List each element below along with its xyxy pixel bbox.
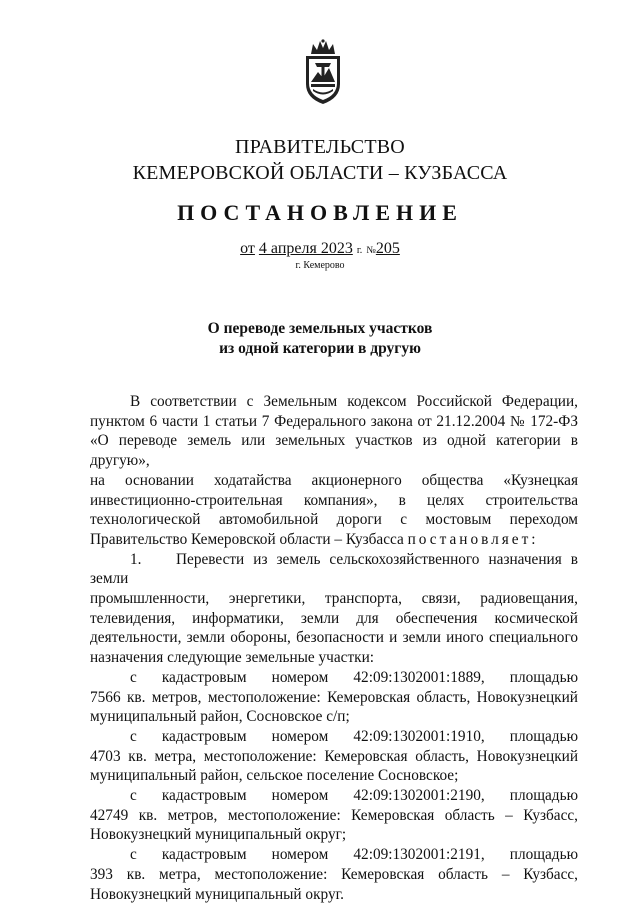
subject-line1: О переводе земельных участков	[207, 320, 433, 337]
item1-line: деятельности, земли обороны, безопасности и земли иного специального	[90, 629, 578, 647]
government-name-line2: КЕМЕРОВСКОЙ ОБЛАСТИ – КУЗБАССА	[132, 162, 508, 184]
decree-subject	[0, 319, 640, 359]
preamble-line: инвестиционно-строительная компания», в целях строительства	[90, 491, 578, 509]
preamble-line: пунктом 6 части 1 статьи 7 Федерального закона от 21.12.2004 № 172-ФЗ	[90, 412, 578, 430]
item1-line: промышленности, энергетики, транспорта, связи, радиовещания,	[90, 590, 578, 608]
parcel-line: 7566 кв. метров, местоположение: Кемеровская область, Новокузнецкий	[90, 688, 578, 706]
parcel-last-line: Новокузнецкий муниципальный округ;	[90, 826, 347, 844]
government-name-line1: ПРАВИТЕЛЬСТВО	[235, 136, 405, 158]
preamble-line: на основании ходатайства акционерного общества «Кузнецкая	[90, 471, 578, 489]
document-type: ПОСТАНОВЛЕНИЕ	[177, 200, 463, 225]
subject-line2: из одной категории в другую	[219, 340, 421, 357]
parcel-first-line: с кадастровым номером 42:09:1302001:2191, площадью	[130, 846, 578, 864]
city: г. Кемерово	[295, 260, 345, 271]
number-sign: №	[366, 245, 376, 256]
parcel-line: 393 кв. метра, местоположение: Кемеровская область – Кузбасс,	[90, 865, 578, 883]
date-prefix: от	[240, 240, 255, 257]
decree-date: 4 апреля 2023	[258, 240, 353, 257]
preamble-authority: Правительство Кемеровской области – Кузбасса	[90, 530, 404, 548]
preamble-line: технологической автомобильной дороги с мостовым переходом	[90, 511, 578, 529]
parcel-last-line: Новокузнецкий муниципальный округ.	[90, 885, 344, 903]
parcel-last-line: муниципальный район, Сосновское с/п;	[90, 708, 350, 726]
preamble-line: В соответствии с Земельным кодексом Российской Федерации,	[130, 393, 578, 410]
preamble-last-line	[90, 530, 578, 550]
item1-line: телевидения, информатики, земли для обеспечения космической	[90, 609, 578, 627]
item1-number: 1.	[130, 550, 142, 568]
parcel-line: 42749 кв. метров, местоположение: Кемеровская область – Кузбасс,	[90, 806, 578, 824]
parcel-last-line: муниципальный район, сельское поселение Сосновское;	[90, 767, 459, 785]
parcel-first-line: с кадастровым номером 42:09:1302001:1910, площадью	[130, 727, 578, 745]
decrees-word: постановляет:	[407, 530, 539, 548]
parcel-first-line: с кадастровым номером 42:09:1302001:2190, площадью	[130, 787, 578, 805]
item1-last-line: назначения следующие земельные участки:	[90, 649, 375, 667]
parcel-line: 4703 кв. метра, местоположение: Кемеровская область, Новокузнецкий	[90, 747, 578, 765]
parcel-first-line: с кадастровым номером 42:09:1302001:1889, площадью	[130, 668, 578, 686]
decree-number: 205	[375, 240, 400, 257]
date-line	[0, 240, 640, 258]
preamble-line: «О переводе земель или земельных участков из одной категории в другую»,	[90, 432, 578, 470]
year-suffix: г.	[356, 245, 363, 256]
decree-body	[90, 392, 578, 904]
item1-first-line	[90, 550, 578, 589]
item1-first-text: Перевести из земель сельскохозяйственного назначения в земли	[90, 550, 578, 588]
coat-of-arms-icon	[298, 38, 348, 108]
